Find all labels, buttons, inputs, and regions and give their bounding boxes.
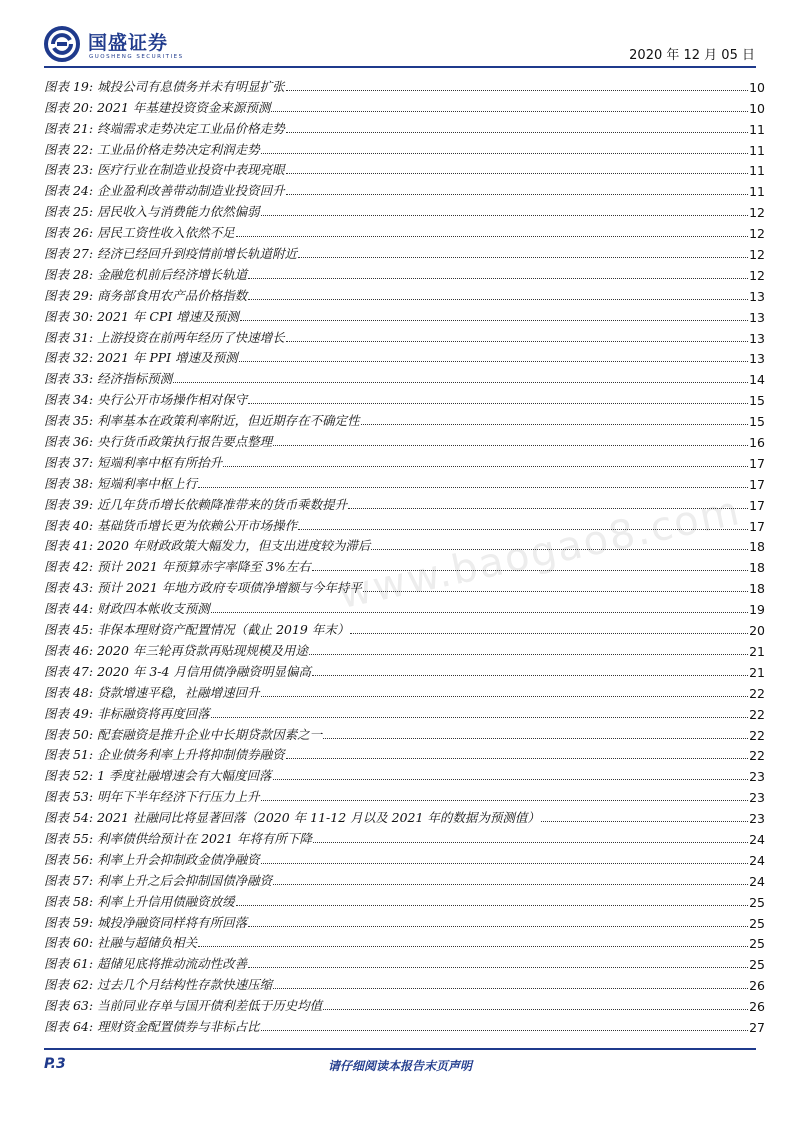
header-divider — [44, 66, 756, 68]
footer-disclaimer: 请仔细阅读本报告末页声明 — [327, 1059, 472, 1073]
toc-entry-title: 工业品价格走势决定利润走势 — [97, 141, 260, 157]
brand-name-en: GUOSHENG SECURITIES — [89, 54, 184, 60]
toc-entry[interactable] — [44, 972, 765, 993]
toc-dot-leader — [261, 153, 748, 154]
brand-name-cn: 国盛证券 — [88, 32, 169, 54]
toc-entry[interactable] — [44, 346, 765, 367]
toc-entry-title: 超储见底将推动流动性改善 — [97, 956, 248, 972]
toc-entry-label: 图表 54: — [44, 810, 94, 826]
toc-entry-label: 图表 43: — [44, 580, 94, 596]
toc-entry[interactable] — [44, 220, 765, 241]
toc-entry[interactable] — [44, 951, 765, 972]
toc-entry-label: 图表 36: — [44, 434, 94, 450]
toc-entry-title: 城投公司有息债务并未有明显扩张 — [97, 78, 285, 94]
toc-entry-page: 24 — [749, 852, 765, 868]
toc-entry-label: 图表 28: — [44, 266, 94, 282]
toc-entry-label: 图表 59: — [44, 914, 94, 930]
toc-entry-title: 配套融资是推升企业中长期贷款因素之一 — [97, 726, 323, 742]
toc-entry-page: 13 — [749, 351, 765, 367]
toc-entry-page: 25 — [749, 894, 765, 910]
toc-entry[interactable] — [44, 847, 765, 868]
toc-entry-label: 图表 51: — [44, 747, 94, 763]
toc-entry-page: 17 — [749, 497, 765, 513]
toc-entry-title: 社融与超储负相关 — [97, 935, 198, 951]
toc-entry-label: 图表 32: — [44, 350, 94, 366]
toc-entry[interactable] — [44, 1014, 765, 1035]
toc-entry-label: 图表 41: — [44, 538, 94, 554]
toc-entry-page: 24 — [749, 831, 765, 847]
toc-dot-leader — [286, 132, 748, 133]
toc-entry[interactable] — [44, 554, 765, 575]
toc-entry-title: 非标融资将再度回落 — [97, 705, 210, 721]
toc-entry-label: 图表 30: — [44, 308, 94, 324]
toc-entry-label: 图表 26: — [44, 225, 94, 241]
toc-entry-label: 图表 20: — [44, 99, 94, 115]
toc-entry[interactable] — [44, 659, 765, 680]
toc-dot-leader — [350, 633, 748, 634]
toc-entry-title: 短端利率中枢上行 — [97, 475, 198, 491]
toc-entry-title: 短端利率中枢有所抬升 — [97, 454, 223, 470]
toc-dot-leader — [261, 863, 748, 864]
toc-dot-leader — [298, 529, 748, 530]
toc-dot-leader — [371, 549, 748, 550]
toc-entry-title: 理财资金配置债券与非标占比 — [97, 1018, 260, 1034]
toc-entry-title: 利率上升信用债融资放缓 — [97, 893, 235, 909]
toc-entry-label: 图表 55: — [44, 830, 94, 846]
toc-entry-page: 23 — [749, 811, 765, 827]
toc-entry-label: 图表 29: — [44, 287, 94, 303]
toc-entry-label: 图表 27: — [44, 246, 94, 262]
toc-entry-title: 贷款增速平稳，社融增速回升 — [97, 684, 260, 700]
toc-entry-page: 17 — [749, 518, 765, 534]
toc-entry-label: 图表 34: — [44, 392, 94, 408]
toc-entry-page: 27 — [749, 1019, 765, 1035]
page-header — [0, 0, 800, 70]
toc-entry[interactable] — [44, 743, 765, 764]
toc-entry-title: 明年下半年经济下行压力上升 — [97, 789, 260, 805]
toc-dot-leader — [312, 675, 748, 676]
toc-entry[interactable] — [44, 534, 765, 555]
toc-entry-label: 图表 40: — [44, 517, 94, 533]
toc-entry[interactable] — [44, 492, 765, 513]
toc-entry-label: 图表 62: — [44, 977, 94, 993]
toc-entry-label: 图表 47: — [44, 663, 94, 679]
toc-entry[interactable] — [44, 74, 765, 95]
toc-entry[interactable] — [44, 596, 765, 617]
toc-dot-leader — [261, 800, 748, 801]
toc-entry-label: 图表 33: — [44, 371, 94, 387]
toc-entry-title: 2020 年三轮再贷款再贴现规模及用途 — [97, 642, 308, 658]
toc-dot-leader — [298, 257, 748, 258]
toc-entry-page: 12 — [749, 267, 765, 283]
toc-entry-page: 17 — [749, 476, 765, 492]
figure-list — [44, 74, 765, 1035]
toc-dot-leader — [271, 111, 748, 112]
toc-entry-title: 利率上升会抑制政金债净融资 — [97, 851, 260, 867]
toc-entry[interactable] — [44, 931, 765, 952]
toc-entry-title: 经济指标预测 — [97, 371, 173, 387]
toc-entry-label: 图表 25: — [44, 204, 94, 220]
toc-entry-title: 2021 年基建投资资金来源预测 — [97, 99, 271, 115]
toc-dot-leader — [198, 946, 748, 947]
guosheng-logo-icon — [44, 26, 80, 62]
toc-entry-label: 图表 31: — [44, 329, 94, 345]
toc-entry-page: 21 — [749, 664, 765, 680]
toc-entry-page: 11 — [749, 142, 765, 158]
toc-dot-leader — [312, 570, 748, 571]
toc-entry-title: 终端需求走势决定工业品价格走势 — [97, 120, 285, 136]
toc-entry-page: 11 — [749, 184, 765, 200]
toc-entry-title: 医疗行业在制造业投资中表现亮眼 — [97, 162, 285, 178]
toc-entry[interactable] — [44, 617, 765, 638]
toc-entry-title: 城投净融资同样将有所回落 — [97, 914, 248, 930]
toc-entry-page: 13 — [749, 309, 765, 325]
toc-entry-page: 22 — [749, 706, 765, 722]
toc-dot-leader — [248, 926, 748, 927]
toc-entry-label: 图表 21: — [44, 120, 94, 136]
toc-dot-leader — [313, 842, 748, 843]
toc-dot-leader — [286, 758, 748, 759]
toc-entry-label: 图表 23: — [44, 162, 94, 178]
page-number: P.3 — [44, 1056, 66, 1072]
toc-entry-label: 图表 19: — [44, 78, 94, 94]
toc-entry-title: 当前同业存单与国开债利差低于历史均值 — [97, 998, 323, 1014]
toc-entry[interactable] — [44, 680, 765, 701]
toc-entry-page: 23 — [749, 790, 765, 806]
toc-entry-title: 经济已经回升到疫情前增长轨道附近 — [97, 246, 298, 262]
footer-divider — [44, 1048, 756, 1050]
toc-dot-leader — [261, 696, 748, 697]
toc-entry-label: 图表 42: — [44, 559, 94, 575]
toc-entry[interactable] — [44, 387, 765, 408]
toc-dot-leader — [240, 320, 748, 321]
toc-dot-leader — [286, 90, 748, 91]
toc-dot-leader — [273, 779, 749, 780]
toc-dot-leader — [363, 591, 748, 592]
toc-entry-label: 图表 56: — [44, 851, 94, 867]
toc-entry-page: 15 — [749, 414, 765, 430]
toc-entry-page: 18 — [749, 560, 765, 576]
toc-dot-leader — [248, 278, 748, 279]
toc-entry[interactable] — [44, 116, 765, 137]
toc-dot-leader — [273, 884, 748, 885]
toc-dot-leader — [309, 654, 748, 655]
toc-entry-title: 预计 2021 年预算赤字率降至 3%左右 — [97, 559, 311, 575]
toc-dot-leader — [286, 341, 748, 342]
toc-entry[interactable] — [44, 471, 765, 492]
toc-entry-page: 11 — [749, 121, 765, 137]
toc-entry-title: 利率债供给预计在 2021 年将有所下降 — [97, 830, 312, 846]
toc-entry-title: 居民工资性收入依然不足 — [97, 225, 235, 241]
toc-entry-title: 近几年货币增长依赖降准带来的货币乘数提升 — [97, 496, 348, 512]
toc-entry-title: 上游投资在前两年经历了快速增长 — [97, 329, 285, 345]
toc-entry-label: 图表 60: — [44, 935, 94, 951]
toc-entry-label: 图表 57: — [44, 872, 94, 888]
toc-entry-title: 预计 2021 年地方政府专项债净增额与今年持平 — [97, 580, 362, 596]
toc-dot-leader — [173, 382, 748, 383]
toc-entry[interactable] — [44, 575, 765, 596]
toc-entry[interactable] — [44, 701, 765, 722]
toc-entry[interactable] — [44, 638, 765, 659]
toc-entry-title: 2021 社融同比将显著回落（2020 年 11-12 月以及 2021 年的数据为预测值） — [97, 810, 540, 826]
toc-entry-label: 图表 63: — [44, 998, 94, 1014]
toc-dot-leader — [286, 173, 748, 174]
toc-entry[interactable] — [44, 408, 765, 429]
toc-dot-leader — [211, 717, 748, 718]
toc-entry-page: 24 — [749, 873, 765, 889]
toc-entry-page: 15 — [749, 393, 765, 409]
toc-entry-page: 18 — [749, 581, 765, 597]
toc-entry-title: 居民收入与消费能力依然偏弱 — [97, 204, 260, 220]
toc-entry-page: 17 — [749, 455, 765, 471]
toc-entry-page: 21 — [749, 643, 765, 659]
toc-entry[interactable] — [44, 262, 765, 283]
toc-entry[interactable] — [44, 283, 765, 304]
toc-dot-leader — [211, 612, 748, 613]
toc-entry[interactable] — [44, 513, 765, 534]
toc-dot-leader — [236, 905, 748, 906]
toc-entry-title: 过去几个月结构性存款快速压缩 — [97, 977, 273, 993]
toc-entry[interactable] — [44, 241, 765, 262]
toc-entry[interactable] — [44, 178, 765, 199]
toc-dot-leader — [286, 194, 748, 195]
toc-entry-title: 企业盈利改善带动制造业投资回升 — [97, 183, 285, 199]
toc-entry-title: 2021 年 PPI 增速及预测 — [97, 350, 238, 366]
toc-dot-leader — [541, 821, 748, 822]
toc-dot-leader — [198, 487, 748, 488]
toc-entry[interactable] — [44, 450, 765, 471]
watermark: www.baogao8.com — [334, 487, 745, 619]
toc-entry-page: 16 — [749, 435, 765, 451]
toc-entry-label: 图表 61: — [44, 956, 94, 972]
toc-entry-page: 19 — [749, 602, 765, 618]
toc-entry-label: 图表 53: — [44, 789, 94, 805]
toc-entry[interactable] — [44, 95, 765, 116]
toc-entry[interactable] — [44, 784, 765, 805]
toc-entry[interactable] — [44, 868, 765, 889]
toc-dot-leader — [273, 988, 748, 989]
toc-entry-label: 图表 35: — [44, 413, 94, 429]
toc-entry-label: 图表 22: — [44, 141, 94, 157]
toc-entry[interactable] — [44, 366, 765, 387]
toc-entry-page: 10 — [749, 79, 765, 95]
toc-entry-title: 金融危机前后经济增长轨道 — [97, 266, 248, 282]
toc-dot-leader — [348, 508, 748, 509]
toc-dot-leader — [323, 738, 748, 739]
toc-entry-title: 商务部食用农产品价格指数 — [97, 287, 248, 303]
toc-entry[interactable] — [44, 889, 765, 910]
toc-dot-leader — [261, 1030, 748, 1031]
toc-entry[interactable] — [44, 993, 765, 1014]
toc-entry-page: 20 — [749, 623, 765, 639]
toc-entry-page: 23 — [749, 769, 765, 785]
toc-entry-page: 22 — [749, 748, 765, 764]
toc-entry[interactable] — [44, 304, 765, 325]
toc-dot-leader — [223, 466, 748, 467]
report-date: 2020 年 12 月 05 日 — [629, 48, 755, 63]
toc-entry-page: 11 — [749, 163, 765, 179]
toc-entry-title: 1 季度社融增速会有大幅度回落 — [97, 768, 272, 784]
toc-dot-leader — [361, 424, 748, 425]
company-logo — [44, 26, 204, 66]
toc-entry-page: 22 — [749, 727, 765, 743]
toc-entry[interactable] — [44, 199, 765, 220]
toc-entry-title: 央行货币政策执行报告要点整理 — [97, 434, 273, 450]
toc-entry-page: 13 — [749, 288, 765, 304]
toc-dot-leader — [248, 403, 748, 404]
toc-entry-title: 财政四本帐收支预测 — [97, 601, 210, 617]
toc-entry[interactable] — [44, 722, 765, 743]
toc-entry-page: 25 — [749, 936, 765, 952]
toc-entry[interactable] — [44, 158, 765, 179]
toc-entry-label: 图表 52: — [44, 768, 94, 784]
toc-dot-leader — [248, 299, 748, 300]
toc-dot-leader — [261, 215, 748, 216]
toc-entry-label: 图表 44: — [44, 601, 94, 617]
toc-entry-title: 央行公开市场操作相对保守 — [97, 392, 248, 408]
toc-entry-label: 图表 24: — [44, 183, 94, 199]
toc-entry-page: 22 — [749, 685, 765, 701]
toc-entry-label: 图表 46: — [44, 642, 94, 658]
toc-entry-title: 2020 年财政政策大幅发力，但支出进度较为滞后 — [97, 538, 371, 554]
toc-entry[interactable] — [44, 429, 765, 450]
toc-entry[interactable] — [44, 763, 765, 784]
toc-entry[interactable] — [44, 325, 765, 346]
toc-entry-title: 2021 年 CPI 增速及预测 — [97, 308, 239, 324]
toc-entry-label: 图表 39: — [44, 496, 94, 512]
toc-entry-label: 图表 58: — [44, 893, 94, 909]
toc-entry[interactable] — [44, 137, 765, 158]
toc-dot-leader — [273, 445, 748, 446]
toc-entry-title: 非保本理财资产配置情况（截止 2019 年末） — [97, 622, 350, 638]
toc-entry-page: 12 — [749, 247, 765, 263]
toc-entry-title: 基础货币增长更为依赖公开市场操作 — [97, 517, 298, 533]
toc-entry-page: 26 — [749, 999, 765, 1015]
toc-entry-page: 12 — [749, 205, 765, 221]
toc-entry[interactable] — [44, 805, 765, 826]
toc-entry-label: 图表 38: — [44, 475, 94, 491]
toc-entry-title: 利率基本在政策利率附近，但近期存在不确定性 — [97, 413, 360, 429]
toc-entry-title: 企业债务利率上升将抑制债券融资 — [97, 747, 285, 763]
toc-entry-label: 图表 37: — [44, 454, 94, 470]
toc-dot-leader — [323, 1009, 748, 1010]
toc-entry-label: 图表 64: — [44, 1018, 94, 1034]
toc-entry-page: 25 — [749, 957, 765, 973]
toc-entry-page: 18 — [749, 539, 765, 555]
toc-dot-leader — [239, 361, 749, 362]
toc-entry-label: 图表 45: — [44, 622, 94, 638]
toc-entry-page: 13 — [749, 330, 765, 346]
toc-entry-page: 12 — [749, 226, 765, 242]
toc-dot-leader — [236, 236, 748, 237]
toc-entry-page: 14 — [749, 372, 765, 388]
toc-entry-title: 利率上升之后会抑制国债净融资 — [97, 872, 273, 888]
toc-entry-page: 26 — [749, 978, 765, 994]
toc-entry-label: 图表 50: — [44, 726, 94, 742]
toc-dot-leader — [248, 967, 748, 968]
toc-entry-page: 10 — [749, 100, 765, 116]
toc-entry-label: 图表 48: — [44, 684, 94, 700]
toc-entry-page: 25 — [749, 915, 765, 931]
toc-entry[interactable] — [44, 910, 765, 931]
toc-entry-title: 2020 年 3-4 月信用债净融资明显偏高 — [97, 663, 311, 679]
toc-entry[interactable] — [44, 826, 765, 847]
toc-entry-label: 图表 49: — [44, 705, 94, 721]
